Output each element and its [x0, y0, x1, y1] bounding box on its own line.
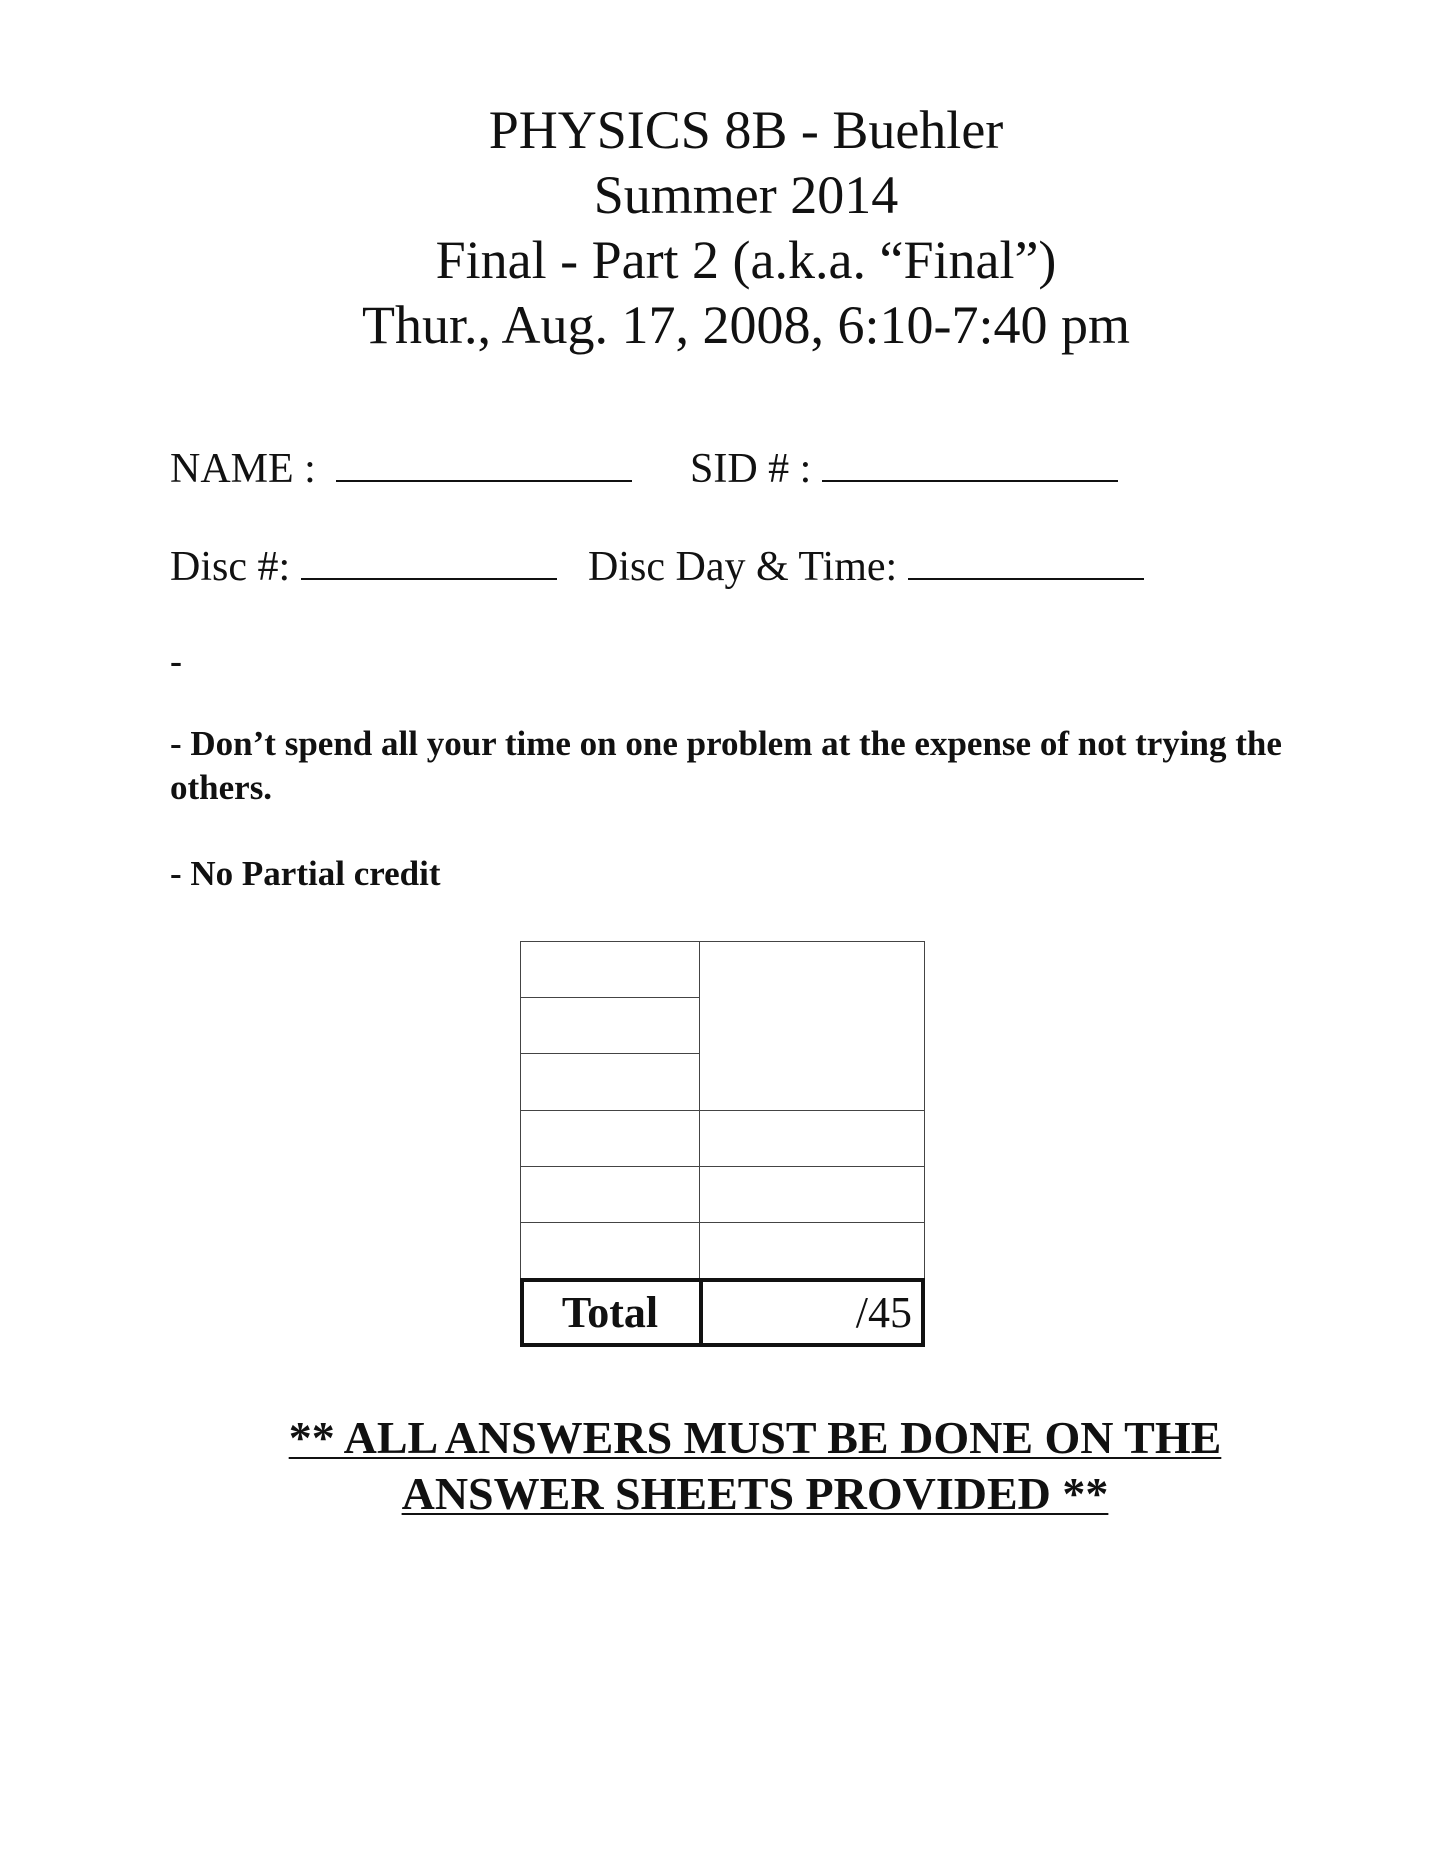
sid-label: SID # :: [690, 446, 812, 492]
total-label: Total: [561, 1288, 659, 1337]
sid-field[interactable]: [690, 442, 1118, 493]
disc-time-field[interactable]: [588, 540, 1144, 591]
name-blank[interactable]: [336, 442, 632, 482]
notice-line-1: ** ALL ANSWERS MUST BE DONE ON THE: [288, 1412, 1222, 1463]
total-value: /45: [855, 1288, 912, 1337]
exam-title: Final - Part 2 (a.k.a. “Final”): [435, 230, 1057, 290]
notice-line-2: ANSWER SHEETS PROVIDED **: [401, 1468, 1109, 1519]
score-cell: [520, 1110, 700, 1167]
disc-blank[interactable]: [301, 540, 557, 580]
score-cell: [520, 1222, 700, 1279]
disc-field[interactable]: [170, 540, 557, 591]
score-cell: [520, 1053, 700, 1111]
score-cell: [520, 997, 700, 1054]
disc-time-blank[interactable]: [908, 540, 1144, 580]
exam-datetime: Thur., Aug. 17, 2008, 6:10-7:40 pm: [362, 295, 1130, 355]
exam-header: [0, 98, 1456, 358]
score-cell-merged: [699, 941, 925, 1111]
instruction-item-credit: - No Partial credit: [170, 854, 441, 893]
score-cell: [699, 1166, 925, 1223]
disc-time-label: Disc Day & Time:: [588, 544, 898, 590]
score-cell: [699, 1110, 925, 1167]
score-cell: [520, 941, 700, 998]
term: Summer 2014: [593, 165, 899, 225]
answer-sheet-notice: [0, 1410, 1456, 1522]
name-label: NAME :: [170, 446, 316, 492]
course-title: PHYSICS 8B - Buehler: [488, 100, 1004, 160]
stray-dash: -: [170, 641, 182, 681]
score-cell: [699, 1222, 925, 1279]
name-field[interactable]: [170, 442, 632, 493]
score-table: [520, 941, 925, 1347]
score-cell: [520, 1166, 700, 1223]
disc-label: Disc #:: [170, 544, 291, 590]
sid-blank[interactable]: [822, 442, 1118, 482]
instruction-item-time: - Don’t spend all your time on one problem at the expense of not trying the others.: [170, 724, 1282, 807]
